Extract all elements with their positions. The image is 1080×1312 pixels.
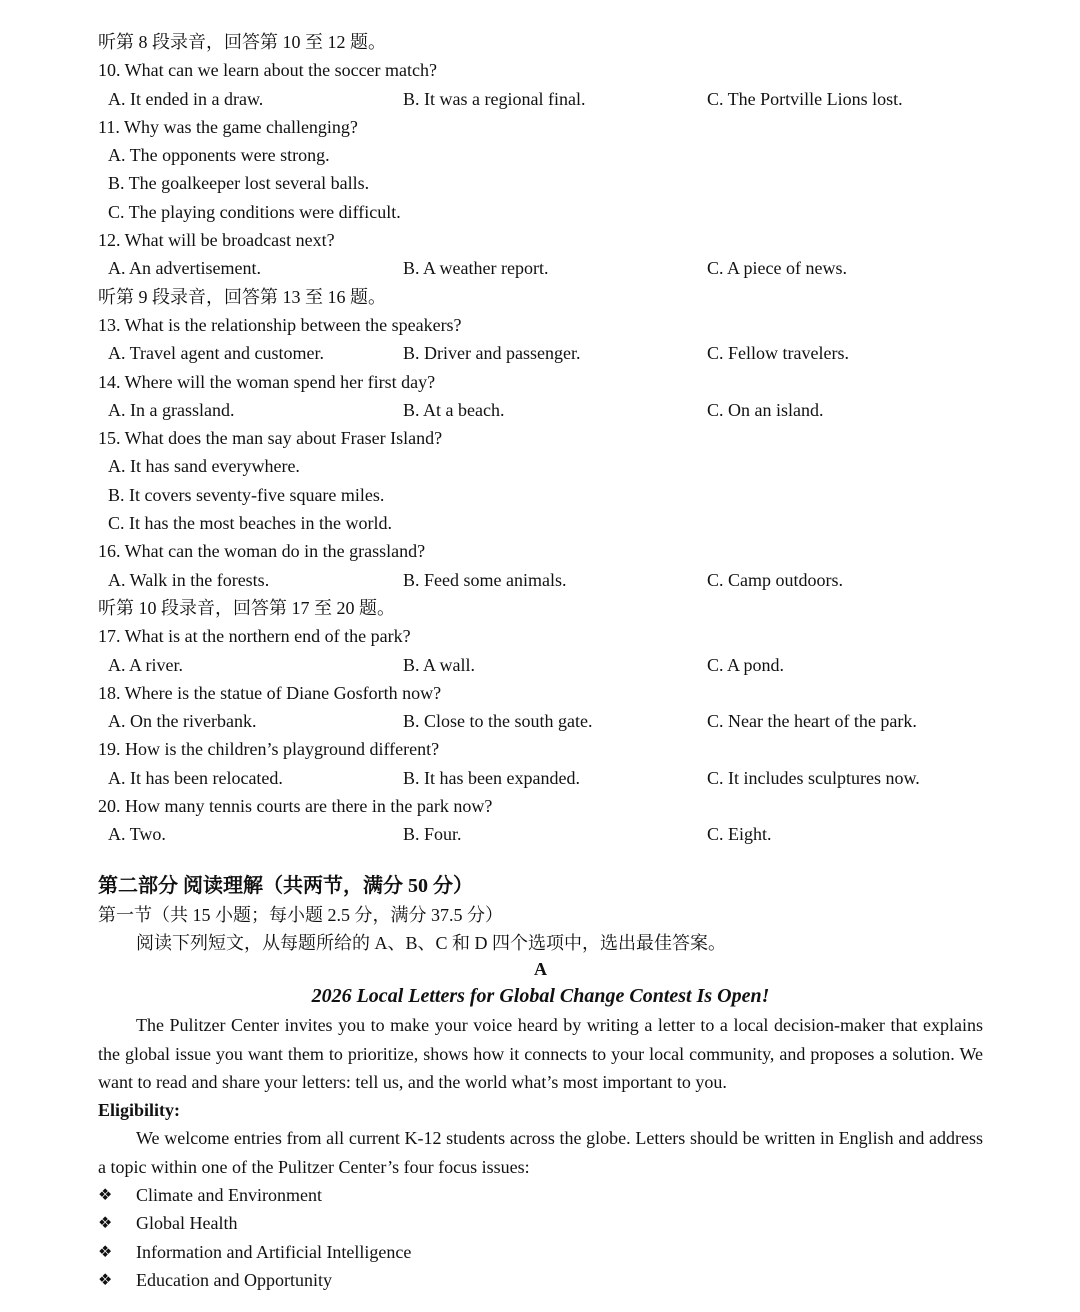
question-17-options — [98, 651, 983, 679]
question-10-options — [98, 85, 983, 113]
option-b: B. The goalkeeper lost several balls. — [108, 173, 370, 194]
question-19-options — [98, 764, 983, 792]
focus-issue-label: Education and Opportunity — [136, 1269, 332, 1290]
diamond-bullet-icon: ❖ — [98, 1241, 113, 1261]
option-c: C. Near the heart of the park. — [707, 711, 917, 732]
focus-issue-item — [98, 1209, 983, 1237]
option-a: A. Travel agent and customer. — [108, 343, 324, 364]
section-one-title: 第一节（共 15 小题；每小题 2.5 分，满分 37.5 分） — [98, 904, 503, 925]
option-c: C. Fellow travelers. — [707, 343, 849, 364]
option-b: B. A wall. — [403, 654, 476, 675]
question-14-options — [98, 396, 983, 424]
option-b: B. It was a regional final. — [403, 88, 586, 109]
option-a: A. An advertisement. — [108, 258, 261, 279]
option-a: A. A river. — [108, 654, 183, 675]
option-c: C. Eight. — [707, 824, 772, 845]
question-18-options — [98, 707, 983, 735]
question-13-options — [98, 339, 983, 367]
section-spacer — [98, 849, 983, 871]
option-a: A. Two. — [108, 824, 166, 845]
option-b: B. At a beach. — [403, 399, 505, 420]
option-b: B. It has been expanded. — [403, 767, 580, 788]
focus-issue-item — [98, 1181, 983, 1209]
option-a: A. It has sand everywhere. — [108, 456, 300, 477]
option-c: C. It includes sculptures now. — [707, 767, 920, 788]
question-14: 14. Where will the woman spend her first day? — [98, 371, 436, 392]
option-c: C. It has the most beaches in the world. — [108, 513, 392, 534]
option-a: A. It has been relocated. — [108, 767, 283, 788]
option-b: B. Four. — [403, 824, 462, 845]
option-c: C. Camp outdoors. — [707, 569, 844, 590]
option-b: B. Feed some animals. — [403, 569, 567, 590]
option-c: C. A piece of news. — [707, 258, 847, 279]
question-15: 15. What does the man say about Fraser Island? — [98, 428, 443, 449]
passage-title: 2026 Local Letters for Global Change Contest Is Open! — [311, 985, 770, 1008]
option-c: C. The Portville Lions lost. — [707, 88, 903, 109]
exam-page — [98, 28, 983, 1294]
option-a: A. On the riverbank. — [108, 711, 257, 732]
option-c: C. On an island. — [707, 399, 824, 420]
question-16: 16. What can the woman do in the grassland? — [98, 541, 426, 562]
question-12-options — [98, 254, 983, 282]
diamond-bullet-icon: ❖ — [98, 1213, 113, 1233]
question-13: 13. What is the relationship between the speakers? — [98, 314, 462, 335]
option-a: A. Walk in the forests. — [108, 569, 270, 590]
question-19: 19. How is the children’s playground different? — [98, 739, 440, 760]
option-a: A. It ended in a draw. — [108, 88, 264, 109]
option-c: C. The playing conditions were difficult. — [108, 201, 401, 222]
section-10-heading: 听第 10 段录音，回答第 17 至 20 题。 — [98, 597, 395, 618]
option-b: B. Close to the south gate. — [403, 711, 593, 732]
focus-issue-label: Global Health — [136, 1213, 238, 1234]
question-17: 17. What is at the northern end of the park? — [98, 626, 411, 647]
option-c: C. A pond. — [707, 654, 785, 675]
question-20-options — [98, 820, 983, 848]
focus-issue-label: Information and Artificial Intelligence — [136, 1241, 412, 1262]
diamond-bullet-icon: ❖ — [98, 1269, 113, 1289]
option-a: A. The opponents were strong. — [108, 145, 330, 166]
question-18: 18. Where is the statue of Diane Gosforth now? — [98, 682, 442, 703]
passage-letter: A — [534, 959, 547, 980]
question-20: 20. How many tennis courts are there in the park now? — [98, 796, 493, 817]
question-12: 12. What will be broadcast next? — [98, 230, 335, 251]
focus-issue-item — [98, 1238, 983, 1266]
diamond-bullet-icon: ❖ — [98, 1184, 113, 1204]
option-b: B. Driver and passenger. — [403, 343, 581, 364]
focus-issue-item — [98, 1266, 983, 1294]
intro-paragraph: The Pulitzer Center invites you to make your voice heard by writing a letter to a local decision-maker that explains the global issue you want them to prioritize, shows how it connects to your local community, and proposes a solution. We want to read and share your letters: tell us, and the world what’s most important to you. — [98, 1015, 983, 1092]
part-two-title: 第二部分 阅读理解（共两节，满分 50 分） — [98, 874, 473, 897]
option-b: B. A weather report. — [403, 258, 549, 279]
question-16-options — [98, 566, 983, 594]
option-b: B. It covers seventy-five square miles. — [108, 484, 385, 505]
option-a: A. In a grassland. — [108, 399, 235, 420]
question-11: 11. Why was the game challenging? — [98, 116, 358, 137]
section-9-heading: 听第 9 段录音，回答第 13 至 16 题。 — [98, 286, 386, 307]
section-8-heading: 听第 8 段录音，回答第 10 至 12 题。 — [98, 32, 386, 52]
eligibility-paragraph: We welcome entries from all current K-12 students across the globe. Letters should be written in English and address a topic within one of the Pulitzer Center’s four focus issues: — [98, 1128, 983, 1177]
reading-instruction: 阅读下列短文，从每题所给的 A、B、C 和 D 四个选项中，选出最佳答案。 — [136, 932, 727, 953]
question-10: 10. What can we learn about the soccer match? — [98, 60, 438, 81]
focus-issue-label: Climate and Environment — [136, 1184, 322, 1205]
eligibility-heading: Eligibility: — [98, 1100, 181, 1121]
